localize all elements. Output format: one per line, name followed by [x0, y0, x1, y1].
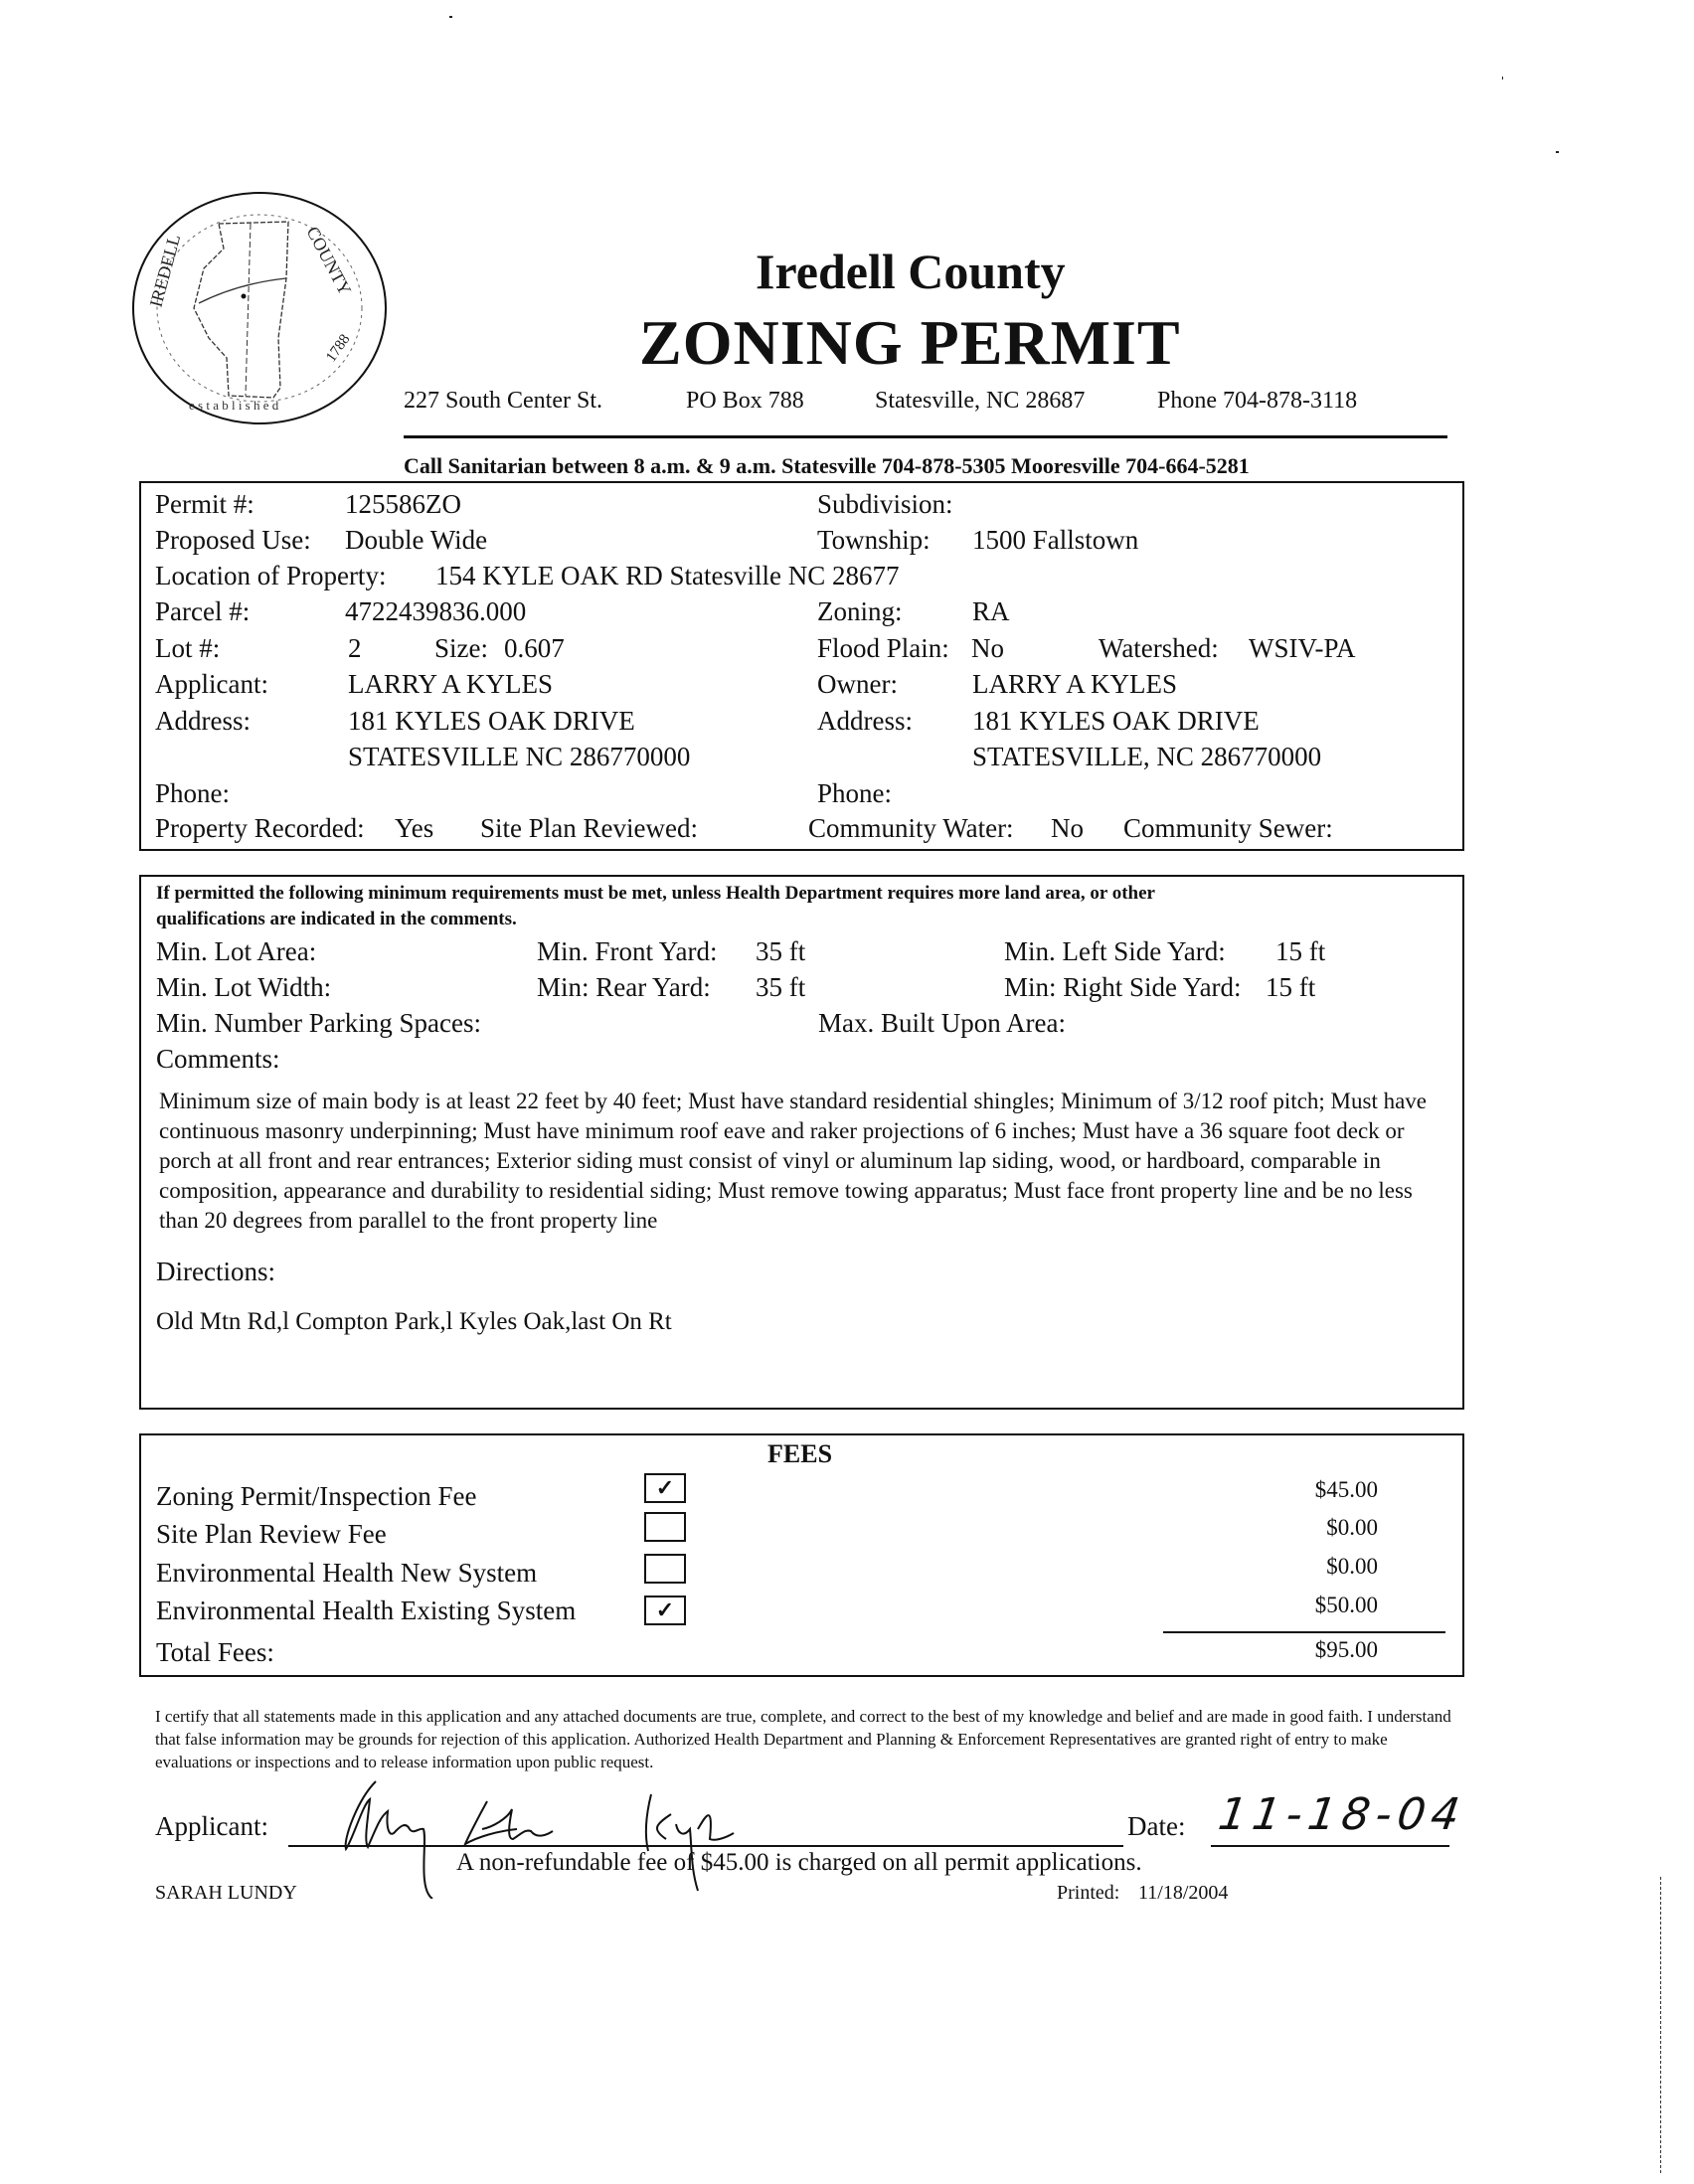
flood-plain-label: Flood Plain:: [817, 633, 949, 663]
printed-label: Printed:: [1057, 1882, 1120, 1904]
township-label: Township:: [817, 525, 931, 555]
location-value: 154 KYLE OAK RD Statesville NC 28677: [435, 561, 900, 590]
total-fees-amount: $95.00: [1314, 1637, 1378, 1662]
requirements-intro-2: qualifications are indicated in the comments.: [156, 909, 517, 929]
proposed-use-label: Proposed Use:: [155, 525, 311, 555]
fee-amount-zoning: $45.00: [1314, 1477, 1378, 1502]
scan-speck: [1502, 77, 1503, 80]
comments-text: Minimum size of main body is at least 22 feet by 40 feet; Must have standard residential shingles; Minimum of 3/12 roof pitch; Must have continuous masonry underpinning; Must have minimum roof eave and raker projections of 6 inches; Must have a 36 square foot deck or porch at all front and rear entrances; Exterior siding must consist of vinyl or aluminum lap siding, wood, or hardboard, comparable in composition, appearance and durability to residential siding; Must remove towing apparatus; Must face front property line and be no less than 20 degrees from parallel to the front property line: [159, 1089, 1427, 1233]
community-water-value: No: [1051, 813, 1084, 843]
fee-label-zoning: Zoning Permit/Inspection Fee: [156, 1481, 477, 1511]
owner-label: Owner:: [817, 669, 898, 699]
county-seal-icon: [129, 189, 390, 427]
header-divider: [404, 435, 1447, 438]
certification-text: I certify that all statements made in this application and any attached documents are true, complete, and correct to the best of my knowledge and belief and are made in good faith. I understand that false information may be grounds for rejection of this application. Authorized Health Department and Planning & Enforcement Representatives are granted right of entry to make evaluations or inspections and to release information upon public request.: [155, 1707, 1451, 1771]
lot-value: 2: [348, 633, 362, 663]
size-label: Size:: [434, 633, 488, 663]
min-left-side-value: 15 ft: [1275, 936, 1326, 966]
applicant-address-line1: 181 KYLES OAK DRIVE: [348, 706, 635, 736]
office-city: Statesville, NC 28687: [875, 388, 1086, 414]
zoning-value: RA: [972, 596, 1010, 626]
min-right-side-label: Min: Right Side Yard:: [1004, 972, 1242, 1002]
date-label: Date:: [1127, 1811, 1186, 1841]
permit-number-label: Permit #:: [155, 489, 254, 519]
svg-text:e s t a b l i s h e d: e s t a b l i s h e d: [189, 398, 279, 413]
community-water-label: Community Water:: [808, 813, 1014, 843]
sanitarian-note: Call Sanitarian between 8 a.m. & 9 a.m. Statesville 704-878-5305 Mooresville 704-664-5281: [404, 453, 1250, 478]
fees-subtotal-rule: [1163, 1631, 1445, 1633]
svg-text:COUNTY: COUNTY: [302, 223, 356, 299]
owner-address-line1: 181 KYLES OAK DRIVE: [972, 706, 1260, 736]
fee-checkbox-env-existing[interactable]: [644, 1596, 686, 1625]
date-line: [1211, 1845, 1449, 1847]
size-value: 0.607: [504, 633, 565, 663]
owner-address-line2: STATESVILLE, NC 286770000: [972, 742, 1322, 771]
fee-label-env-existing: Environmental Health Existing System: [156, 1596, 577, 1625]
min-rear-yard-label: Min: Rear Yard:: [537, 972, 711, 1002]
total-fees-label: Total Fees:: [156, 1637, 274, 1667]
max-built-upon-label: Max. Built Upon Area:: [818, 1008, 1066, 1038]
applicant-address-label: Address:: [155, 706, 251, 736]
min-front-yard-value: 35 ft: [756, 936, 806, 966]
min-lot-area-label: Min. Lot Area:: [156, 936, 317, 966]
watershed-value: WSIV-PA: [1249, 633, 1356, 663]
owner-address-label: Address:: [817, 706, 913, 736]
check-icon: ✓: [655, 1597, 675, 1622]
office-street: 227 South Center St.: [404, 388, 603, 414]
applicant-value: LARRY A KYLES: [348, 669, 554, 699]
applicant-signature[interactable]: [328, 1769, 885, 1899]
fee-label-env-new: Environmental Health New System: [156, 1558, 538, 1588]
site-plan-label: Site Plan Reviewed:: [480, 813, 698, 843]
fee-amount-site-plan: $0.00: [1326, 1515, 1378, 1540]
min-lot-width-label: Min. Lot Width:: [156, 972, 332, 1002]
min-parking-label: Min. Number Parking Spaces:: [156, 1008, 481, 1038]
directions-label: Directions:: [156, 1257, 275, 1286]
office-phone: Phone 704-878-3118: [1157, 388, 1358, 414]
directions-text: Old Mtn Rd,l Compton Park,l Kyles Oak,last On Rt: [156, 1308, 672, 1335]
min-right-side-value: 15 ft: [1266, 972, 1316, 1002]
community-sewer-label: Community Sewer:: [1123, 813, 1333, 843]
property-recorded-value: Yes: [395, 813, 434, 843]
lot-label: Lot #:: [155, 633, 221, 663]
permit-details-box: [139, 481, 1464, 851]
proposed-use-value: Double Wide: [345, 525, 488, 555]
applicant-phone-label: Phone:: [155, 778, 231, 808]
zoning-label: Zoning:: [817, 596, 903, 626]
fee-checkbox-zoning[interactable]: [644, 1473, 686, 1503]
location-label: Location of Property:: [155, 561, 387, 590]
subdivision-label: Subdivision:: [817, 489, 953, 519]
svg-text:IREDELL: IREDELL: [145, 232, 185, 310]
office-po-box: PO Box 788: [686, 388, 804, 414]
watershed-label: Watershed:: [1099, 633, 1219, 663]
parcel-value: 4722439836.000: [345, 596, 527, 626]
check-icon: ✓: [655, 1475, 675, 1500]
comments-label: Comments:: [156, 1044, 280, 1074]
fee-checkbox-site-plan[interactable]: [644, 1512, 686, 1542]
fee-amount-env-new: $0.00: [1326, 1554, 1378, 1579]
property-recorded-label: Property Recorded:: [155, 813, 365, 843]
min-left-side-label: Min. Left Side Yard:: [1004, 936, 1226, 966]
applicant-label: Applicant:: [155, 669, 268, 699]
page-title: ZONING PERMIT: [639, 307, 1181, 378]
non-refundable-fee-note: A non-refundable fee of $45.00 is charged on all permit applications.: [456, 1849, 1142, 1876]
min-front-yard-label: Min. Front Yard:: [537, 936, 718, 966]
clerk-name: SARAH LUNDY: [155, 1882, 297, 1904]
county-name: Iredell County: [756, 244, 1066, 299]
applicant-signature-label: Applicant:: [155, 1811, 268, 1841]
requirements-intro: If permitted the following minimum requirements must be met, unless Health Department requires more land area, or other: [156, 883, 1155, 904]
applicant-address-line2: STATESVILLE NC 286770000: [348, 742, 691, 771]
flood-plain-value: No: [971, 633, 1004, 663]
permit-number-value: 125586ZO: [345, 489, 461, 519]
scan-speck: [449, 16, 452, 18]
owner-phone-label: Phone:: [817, 778, 893, 808]
printed-date: 11/18/2004: [1138, 1882, 1229, 1904]
handwritten-date: 11-18-04: [1215, 1789, 1469, 1840]
owner-value: LARRY A KYLES: [972, 669, 1178, 699]
fee-amount-env-existing: $50.00: [1314, 1593, 1378, 1617]
fees-title: FEES: [767, 1439, 833, 1468]
township-value: 1500 Fallstown: [972, 525, 1139, 555]
fee-checkbox-env-new[interactable]: [644, 1554, 686, 1584]
scan-speck: [1556, 151, 1559, 153]
min-rear-yard-value: 35 ft: [756, 972, 806, 1002]
scan-edge-line: [1660, 1877, 1661, 2175]
fee-label-site-plan: Site Plan Review Fee: [156, 1519, 387, 1549]
parcel-label: Parcel #:: [155, 596, 251, 626]
svg-text:1788: 1788: [323, 331, 354, 366]
